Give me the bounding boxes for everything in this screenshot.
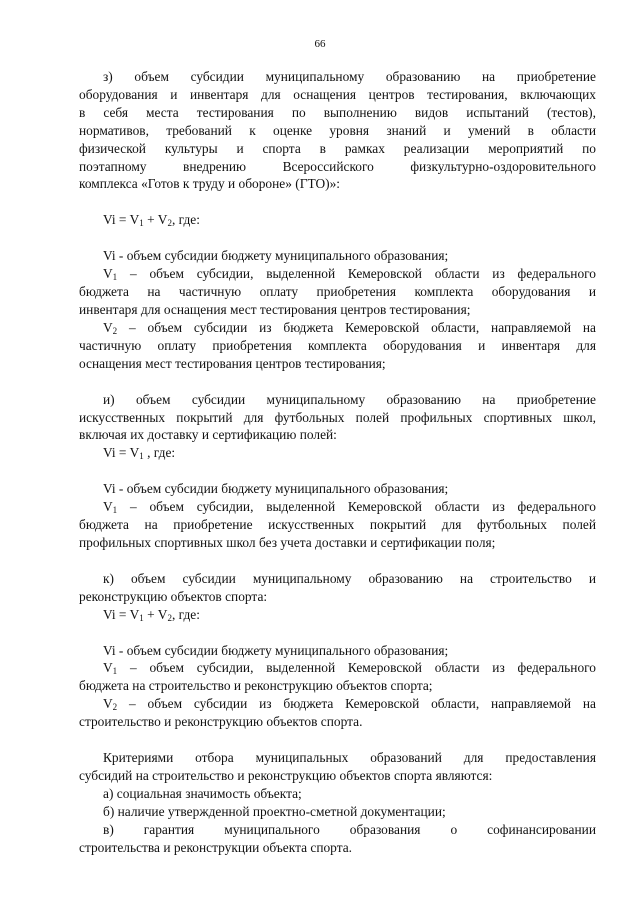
text-line: частичную оплату приобретения комплекта оборудования и инвентаря для [79, 337, 596, 353]
text-line: комплекса «Готов к труду и обороне» (ГТО)»: [79, 176, 341, 192]
text-line: включая их доставку и сертификацию полей: [79, 427, 337, 443]
criteria-item-a: а) социальная значимость объекта; [103, 785, 302, 801]
definition-vi: Vi - объем субсидии бюджету муниципального образования; [103, 248, 449, 264]
criteria-section [79, 749, 596, 856]
text-line: к) объем субсидии муниципальному образованию на строительство и [103, 570, 596, 586]
text-line: искусственных покрытий для футбольных полей профильных спортивных школ, [79, 409, 596, 425]
document-body [79, 68, 596, 857]
definition-v1: $V_1$ – объем субсидии, выделенной Кемеровской области из федерального [103, 266, 596, 283]
text-line: оснащения мест тестирования центров тестирования; [79, 355, 386, 371]
text-line: оборудования и инвентаря для оснащения центров тестирования, включающих [79, 86, 596, 102]
page-number: 66 [314, 38, 326, 50]
section-i [79, 391, 596, 445]
definition-v2: $V_2$ – объем субсидии из бюджета Кемеровской области, направляемой на [103, 696, 596, 713]
formula-z: $Vi = V_1 + V_2$, где: [103, 212, 200, 229]
text-line: бюджета на приобретение искусственных покрытий для футбольных полей [79, 517, 596, 533]
section-k [79, 570, 596, 606]
text-line: и) объем субсидии муниципальному образованию на приобретение [103, 391, 596, 407]
criteria-item-v: в) гарантия муниципального образования о софинансировании [103, 821, 596, 837]
definition-vi: Vi - объем субсидии бюджету муниципального образования; [103, 481, 449, 497]
section-z [79, 68, 596, 193]
text-line: нормативов, требований к оценке уровня знаний и умений в области [79, 122, 596, 138]
text-line: инвентаря для оснащения мест тестирования центров тестирования; [79, 301, 471, 317]
text-line: в себя места тестирования по выполнению видов испытаний (тестов), [79, 104, 596, 120]
text-line: бюджета на строительство и реконструкцию объектов спорта; [79, 678, 433, 694]
formula-k: $Vi = V_1 + V_2$, где: [103, 606, 200, 623]
text-line: субсидий на строительство и реконструкцию объектов спорта являются: [79, 768, 493, 783]
text-line: бюджета на частичную оплату приобретения комплекта оборудования и [79, 284, 596, 300]
text-line: поэтапному внедрению Всероссийского физкультурно-оздоровительного [79, 158, 596, 174]
text-line: профильных спортивных школ без учета доставки и сертификации поля; [79, 534, 496, 550]
definition-v1: $V_1$ – объем субсидии, выделенной Кемеровской области из федерального [103, 499, 596, 516]
text-line: физической культуры и спорта в рамках реализации мероприятий по [79, 140, 596, 156]
criteria-item-b: б) наличие утвержденной проектно-сметной документации; [103, 803, 446, 819]
text-line: Критериями отбора муниципальных образований для предоставления [103, 750, 596, 766]
definition-v2: $V_2$ – объем субсидии из бюджета Кемеровской области, направляемой на [103, 319, 596, 336]
text-line: строительства и реконструкции объекта спорта. [79, 839, 353, 855]
text-line: з) объем субсидии муниципальному образованию на приобретение [103, 69, 596, 84]
definition-v1: $V_1$ – объем субсидии, выделенной Кемеровской области из федерального [103, 660, 596, 677]
definition-vi: Vi - объем субсидии бюджету муниципального образования; [103, 642, 449, 658]
text-line: реконструкцию объектов спорта: [79, 588, 268, 604]
text-line: строительство и реконструкцию объектов спорта. [79, 714, 363, 730]
formula-i: $Vi = V_1$ , где: [103, 445, 176, 462]
